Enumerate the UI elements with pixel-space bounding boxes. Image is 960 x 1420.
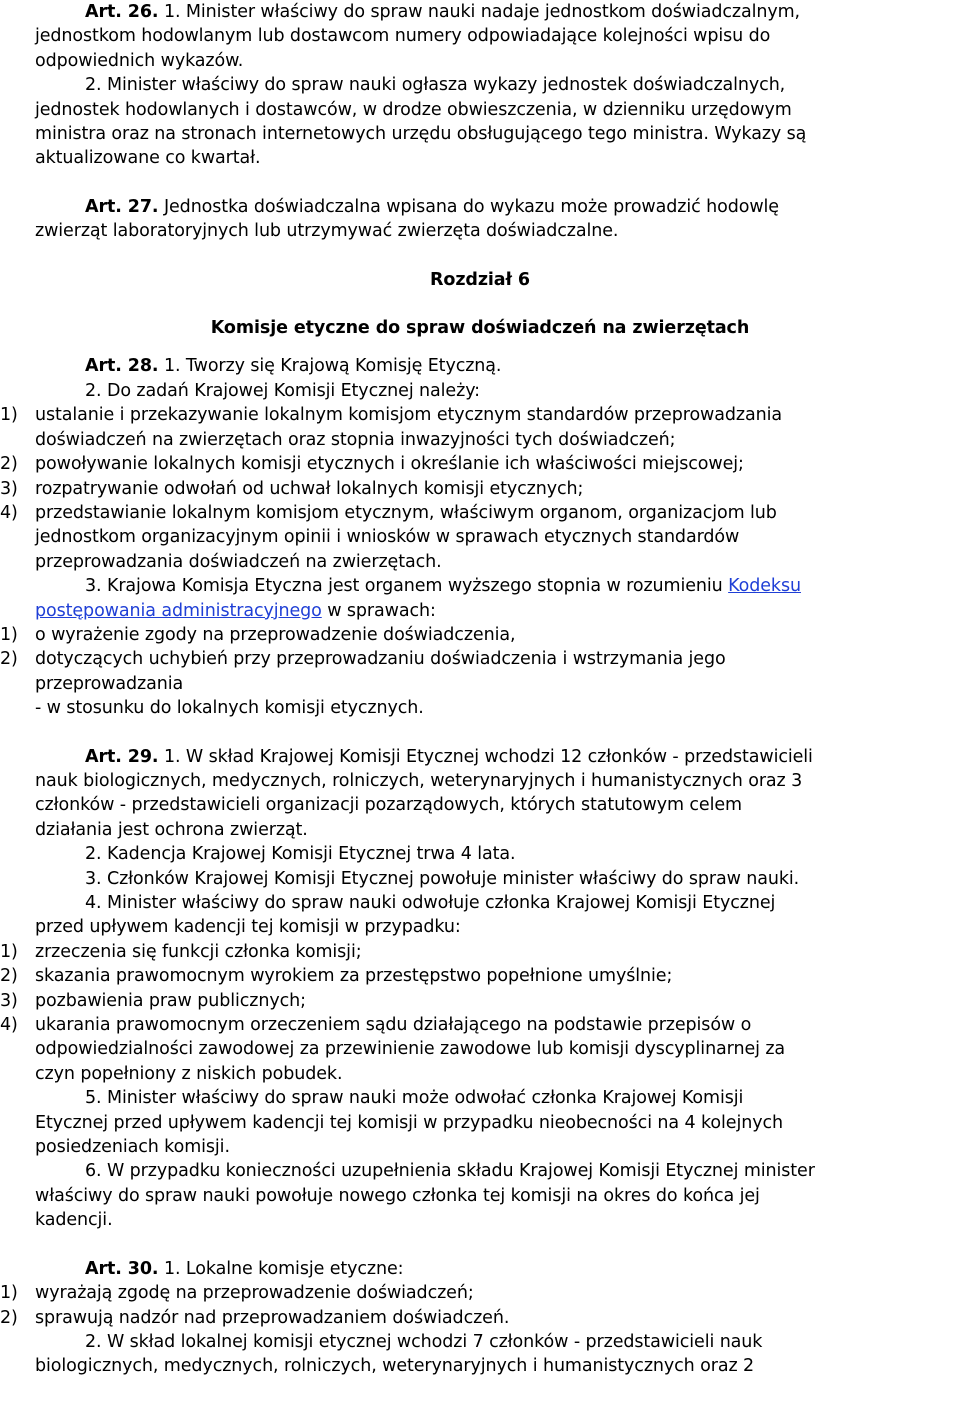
art-26-line: Art. 26. 1. Minister właściwy do spraw nauki nadaje jednostkom doświadczalnym, — [85, 2, 801, 22]
text-line: ministra oraz na stronach internetowych urzędu obsługującego tego ministra. Wykazy są — [35, 124, 807, 145]
text-line: 2. Kadencja Krajowej Komisji Etycznej trwa 4 lata. — [85, 844, 516, 865]
art-27-line: Art. 27. Jednostka doświadczalna wpisana do wykazu może prowadzić hodowlę — [85, 196, 779, 217]
text-line: 4. Minister właściwy do spraw nauki odwołuje członka Krajowej Komisji Etycznej — [85, 893, 776, 913]
article-heading: Art. 28. — [85, 356, 159, 377]
list-item: 3) rozpatrywanie odwołań od uchwał lokalnych komisji etycznych; — [0, 478, 584, 499]
list-item: 1) wyrażają zgodę na przeprowadzenie doświadczeń; — [0, 1283, 474, 1304]
chapter-number: Rozdział 6 — [430, 269, 530, 290]
text-line: biologicznych, medycznych, rolniczych, weterynaryjnych i humanistycznych oraz 2 — [35, 1356, 755, 1377]
list-item: 4) ukarania prawomocnym orzeczeniem sądu działającego na podstawie przepisów o odpowiedzialności zawodowej za przewinienie zawodowe lub komisji dyscyplinarnej za czyn popełniony z niskich pobudek. — [0, 1015, 786, 1084]
list-item: 2) skazania prawomocnym wyrokiem za przestępstwo popełnione umyślnie; — [0, 966, 673, 987]
text-line: jednostek hodowlanych i dostawców, w drodze obwieszczenia, w dzienniku urzędowym — [35, 99, 792, 120]
kpa-link[interactable]: Kodeksu — [728, 576, 801, 597]
list-item: 2) powoływanie lokalnych komisji etycznych i określanie ich właściwości miejscowej; — [0, 454, 744, 475]
text-line: członków - przedstawicieli organizacji pozarządowych, których statutowym celem — [35, 795, 742, 816]
text-line: 6. W przypadku konieczności uzupełnienia składu Krajowej Komisji Etycznej minister — [85, 1161, 815, 1182]
list-item: 3) pozbawienia praw publicznych; — [0, 990, 306, 1011]
text-line: 3. Krajowa Komisja Etyczna jest organem wyższego stopnia w rozumieniu Kodeksu — [85, 576, 801, 597]
text-line: 5. Minister właściwy do spraw nauki może odwołać członka Krajowej Komisji — [85, 1088, 744, 1109]
art-30-line: Art. 30. 1. Lokalne komisje etyczne: — [85, 1258, 404, 1279]
chapter-title: Komisje etyczne do spraw doświadczeń na zwierzętach — [210, 318, 750, 339]
list-item: 1) zrzeczenia się funkcji członka komisji; — [0, 941, 362, 962]
text-line: kadencji. — [35, 1210, 113, 1231]
text-line: postępowania administracyjnego w sprawach: — [35, 600, 436, 621]
text-line: Etycznej przed upływem kadencji tej komisji w przypadku nieobecności na 4 kolejnych — [35, 1112, 783, 1133]
text-line: 2. Do zadań Krajowej Komisji Etycznej należy: — [85, 380, 480, 401]
article-heading: Art. 27. — [85, 196, 159, 217]
text-line: przed upływem kadencji tej komisji w przypadku: — [35, 917, 461, 938]
article-heading: Art. 26. — [85, 2, 159, 22]
text-line: odpowiednich wykazów. — [35, 50, 244, 71]
list-item: 4) przedstawianie lokalnym komisjom etycznym, właściwym organom, organizacjom lub jednostkom organizacyjnym opinii i wniosków w sprawach etycznych standardów przeprowadzania doświadczeń na zwierzętach. — [0, 502, 777, 572]
text-line: działania jest ochrona zwierząt. — [35, 819, 308, 840]
text-line: 3. Członków Krajowej Komisji Etycznej powołuje minister właściwy do spraw nauki. — [85, 868, 800, 889]
text-line: posiedzeniach komisji. — [35, 1137, 230, 1158]
text-line: nauk biologicznych, medycznych, rolniczych, weterynaryjnych i humanistycznych oraz 3 — [35, 770, 803, 791]
text-line: 2. Minister właściwy do spraw nauki ogłasza wykazy jednostek doświadczalnych, — [85, 75, 786, 96]
list-item: 2) dotyczących uchybień przy przeprowadzaniu doświadczenia i wstrzymania jego przeprowadzania — [0, 649, 726, 694]
art-29-line: Art. 29. 1. W skład Krajowej Komisji Etycznej wchodzi 12 członków - przedstawicieli — [85, 746, 813, 767]
text-line: jednostkom hodowlanym lub dostawcom numery odpowiadające kolejności wpisu do — [35, 26, 771, 47]
text-line: 2. W skład lokalnej komisji etycznej wchodzi 7 członków - przedstawicieli nauk — [85, 1331, 763, 1352]
article-heading: Art. 30. — [85, 1258, 159, 1279]
text-line: aktualizowane co kwartał. — [35, 148, 261, 169]
kpa-link[interactable]: postępowania administracyjnego — [35, 600, 322, 621]
text-line: zwierząt laboratoryjnych lub utrzymywać zwierzęta doświadczalne. — [35, 221, 619, 242]
list-item: 2) sprawują nadzór nad przeprowadzaniem doświadczeń. — [0, 1307, 510, 1328]
text-line: - w stosunku do lokalnych komisji etycznych. — [35, 698, 424, 719]
art-28-line: Art. 28. 1. Tworzy się Krajową Komisję Etyczną. — [85, 356, 502, 377]
article-heading: Art. 29. — [85, 746, 159, 767]
text-line: właściwy do spraw nauki powołuje nowego członka tej komisji na okres do końca jej — [35, 1185, 760, 1206]
list-item: 1) o wyrażenie zgody na przeprowadzenie doświadczenia, — [0, 624, 516, 645]
list-item: 1) ustalanie i przekazywanie lokalnym komisjom etycznym standardów przeprowadzania doświadczeń na zwierzętach oraz stopnia inwazyjności tych doświadczeń; — [0, 405, 782, 450]
